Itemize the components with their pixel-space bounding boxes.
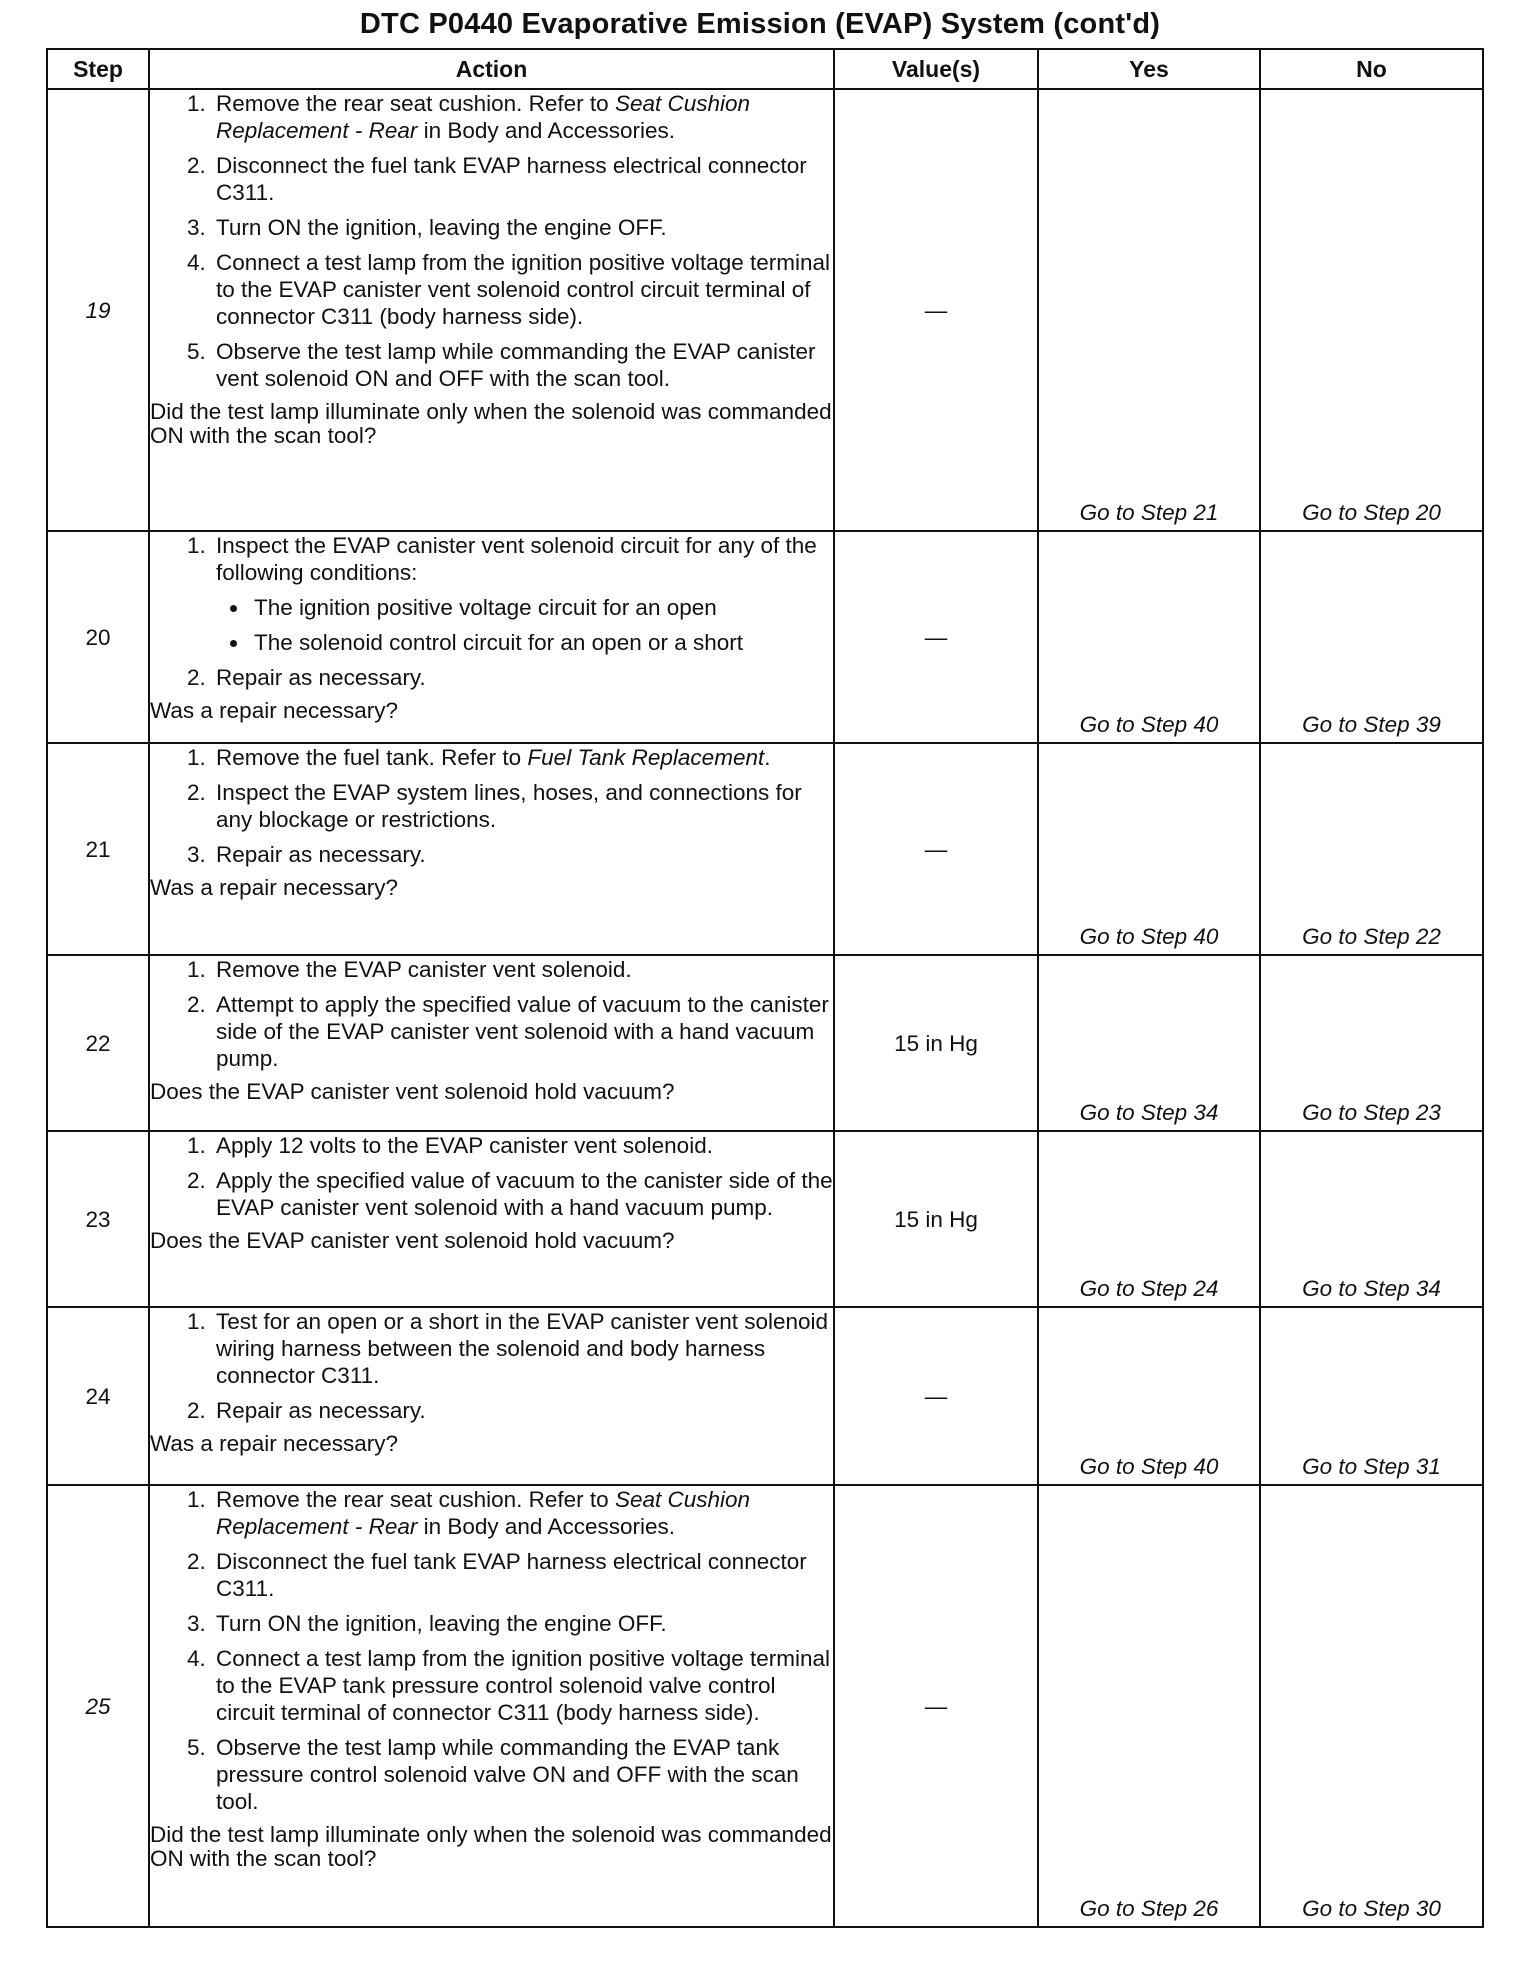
action-list: [150, 1132, 833, 1221]
list-item: 1. Remove the rear seat cushion. Refer to Seat Cushion Replacement - Rear in Body and Accessories.: [212, 90, 833, 144]
value-cell: —: [834, 1485, 1038, 1927]
step-number: 22: [47, 955, 149, 1131]
question-text: Does the EVAP canister vent solenoid hold vacuum?: [150, 1079, 675, 1104]
value-cell: —: [834, 743, 1038, 955]
header-yes: Yes: [1038, 49, 1260, 89]
list-item: 2. Attempt to apply the specified value of vacuum to the canister side of the EVAP canister vent solenoid with a hand vacuum pump.: [212, 991, 833, 1072]
diagnostic-table: [46, 48, 1484, 1928]
step-number: 23: [47, 1131, 149, 1307]
no-result: Go to Step 23: [1260, 955, 1483, 1131]
list-item: 2. Disconnect the fuel tank EVAP harness electrical connector C311.: [212, 152, 833, 206]
action-cell: [149, 531, 834, 743]
list-item: 2. Disconnect the fuel tank EVAP harness electrical connector C311.: [212, 1548, 833, 1602]
yes-result: Go to Step 24: [1038, 1131, 1260, 1307]
table-row: [47, 531, 1483, 743]
step-number: 25: [47, 1485, 149, 1927]
action-cell: [149, 89, 834, 531]
list-item: 2. Repair as necessary.: [212, 1397, 833, 1424]
action-list: [150, 532, 833, 691]
no-result: Go to Step 30: [1260, 1485, 1483, 1927]
question-text: Was a repair necessary?: [150, 1431, 399, 1456]
list-item: 5. Observe the test lamp while commanding the EVAP tank pressure control solenoid valve ON and OFF with the scan tool.: [212, 1734, 833, 1815]
list-item: 2. Inspect the EVAP system lines, hoses, and connections for any blockage or restrictions.: [212, 779, 833, 833]
question-text: Did the test lamp illuminate only when the solenoid was commanded ON with the scan tool?: [150, 1822, 832, 1871]
yes-result: Go to Step 34: [1038, 955, 1260, 1131]
list-item: 1. Remove the fuel tank. Refer to Fuel Tank Replacement.: [212, 744, 833, 771]
yes-result: Go to Step 40: [1038, 1307, 1260, 1485]
list-item: 1. Remove the rear seat cushion. Refer to Seat Cushion Replacement - Rear in Body and Accessories.: [212, 1486, 833, 1540]
table-row: [47, 743, 1483, 955]
no-result: Go to Step 20: [1260, 89, 1483, 531]
yes-result: Go to Step 21: [1038, 89, 1260, 531]
table-row: [47, 955, 1483, 1131]
list-item: 1. Remove the EVAP canister vent solenoid.: [212, 956, 833, 983]
no-result: Go to Step 22: [1260, 743, 1483, 955]
table-row: [47, 89, 1483, 531]
action-list: [150, 956, 833, 1072]
value-cell: —: [834, 89, 1038, 531]
question-text: Did the test lamp illuminate only when the solenoid was commanded ON with the scan tool?: [150, 399, 832, 448]
yes-result: Go to Step 40: [1038, 743, 1260, 955]
list-item: 4. Connect a test lamp from the ignition positive voltage terminal to the EVAP canister vent solenoid control circuit terminal of connector C311 (body harness side).: [212, 249, 833, 330]
header-action: Action: [149, 49, 834, 89]
table-row: [47, 1131, 1483, 1307]
list-item: 5. Observe the test lamp while commanding the EVAP canister vent solenoid ON and OFF with the scan tool.: [212, 338, 833, 392]
list-item: 1. Inspect the EVAP canister vent solenoid circuit for any of the following conditions: • The ignition positive voltage circuit for an open • The solenoid control circuit for an open or a short: [212, 532, 833, 656]
action-list: [150, 1308, 833, 1424]
value-cell: 15 in Hg: [834, 955, 1038, 1131]
header-no: No: [1260, 49, 1483, 89]
list-item: 2. Repair as necessary.: [212, 664, 833, 691]
table-row: [47, 1307, 1483, 1485]
value-cell: —: [834, 531, 1038, 743]
question-text: Does the EVAP canister vent solenoid hold vacuum?: [150, 1228, 675, 1253]
step-number: 21: [47, 743, 149, 955]
sub-item: • The ignition positive voltage circuit for an open: [250, 594, 833, 621]
list-item: 3. Turn ON the ignition, leaving the engine OFF.: [212, 214, 833, 241]
no-result: Go to Step 39: [1260, 531, 1483, 743]
list-item: 3. Turn ON the ignition, leaving the engine OFF.: [212, 1610, 833, 1637]
header-step: Step: [47, 49, 149, 89]
action-cell: [149, 955, 834, 1131]
header-values: Value(s): [834, 49, 1038, 89]
step-number: 24: [47, 1307, 149, 1485]
value-cell: —: [834, 1307, 1038, 1485]
action-cell: [149, 1307, 834, 1485]
no-result: Go to Step 34: [1260, 1131, 1483, 1307]
question-text: Was a repair necessary?: [150, 875, 399, 900]
action-cell: [149, 1485, 834, 1927]
list-item: 3. Repair as necessary.: [212, 841, 833, 868]
action-cell: [149, 1131, 834, 1307]
list-item: 2. Apply the specified value of vacuum to the canister side of the EVAP canister vent solenoid with a hand vacuum pump.: [212, 1167, 833, 1221]
sub-item: • The solenoid control circuit for an open or a short: [250, 629, 833, 656]
yes-result: Go to Step 26: [1038, 1485, 1260, 1927]
list-item: 1. Test for an open or a short in the EVAP canister vent solenoid wiring harness between the solenoid and body harness connector C311.: [212, 1308, 833, 1389]
action-list: [150, 90, 833, 392]
action-cell: [149, 743, 834, 955]
table-row: [47, 1485, 1483, 1927]
page-title: DTC P0440 Evaporative Emission (EVAP) System (cont'd): [359, 8, 1161, 40]
value-cell: 15 in Hg: [834, 1131, 1038, 1307]
no-result: Go to Step 31: [1260, 1307, 1483, 1485]
action-list: [150, 1486, 833, 1815]
header-row: [47, 49, 1483, 89]
list-item: 4. Connect a test lamp from the ignition positive voltage terminal to the EVAP tank pressure control solenoid valve control circuit terminal of connector C311 (body harness side).: [212, 1645, 833, 1726]
step-number: 19: [47, 89, 149, 531]
question-text: Was a repair necessary?: [150, 698, 399, 723]
sub-list: [216, 594, 833, 656]
action-list: [150, 744, 833, 868]
step-number: 20: [47, 531, 149, 743]
yes-result: Go to Step 40: [1038, 531, 1260, 743]
list-item: 1. Apply 12 volts to the EVAP canister vent solenoid.: [212, 1132, 833, 1159]
